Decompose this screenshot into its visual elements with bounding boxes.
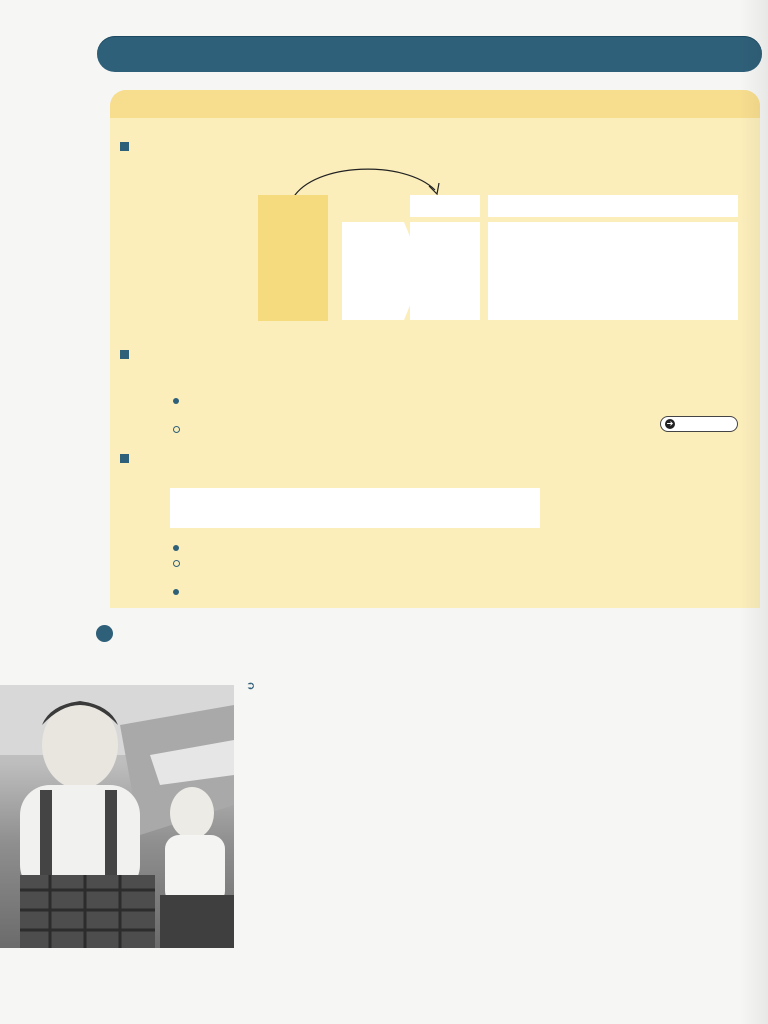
child-photo	[0, 685, 234, 948]
chapter-title-bar	[97, 36, 762, 72]
endings-box	[410, 222, 480, 320]
filled-dot-icon	[173, 589, 179, 595]
arrow-right-icon: ➔	[666, 419, 674, 428]
cross-reference-link[interactable]	[660, 416, 738, 432]
square-bullet-icon	[120, 142, 129, 151]
open-dot-icon	[173, 426, 180, 433]
filled-dot-icon	[173, 398, 179, 404]
irregular-verbs-box	[170, 488, 540, 528]
square-bullet-icon	[120, 454, 129, 463]
paragraph-irregular-verbs	[140, 450, 620, 465]
paragraph-infinitive-rule	[140, 138, 600, 153]
imperfecto-box	[258, 195, 328, 321]
grammar-panel-header	[110, 90, 760, 118]
paragraph-accent-rule	[140, 346, 620, 361]
conjugation-header-box	[488, 195, 738, 217]
filled-dot-icon	[173, 545, 179, 551]
endings-header-box	[410, 195, 480, 217]
square-bullet-icon	[120, 350, 129, 359]
curved-arrow-icon	[285, 160, 455, 200]
page-edge-shadow	[740, 0, 768, 1024]
conjugation-box	[488, 222, 738, 320]
infinitive-arrow-box	[342, 222, 404, 320]
exercise-number-badge	[96, 625, 113, 642]
example-sentence	[246, 679, 255, 693]
open-dot-icon	[173, 560, 180, 567]
arrow-bullet-icon: ➲	[246, 680, 256, 692]
